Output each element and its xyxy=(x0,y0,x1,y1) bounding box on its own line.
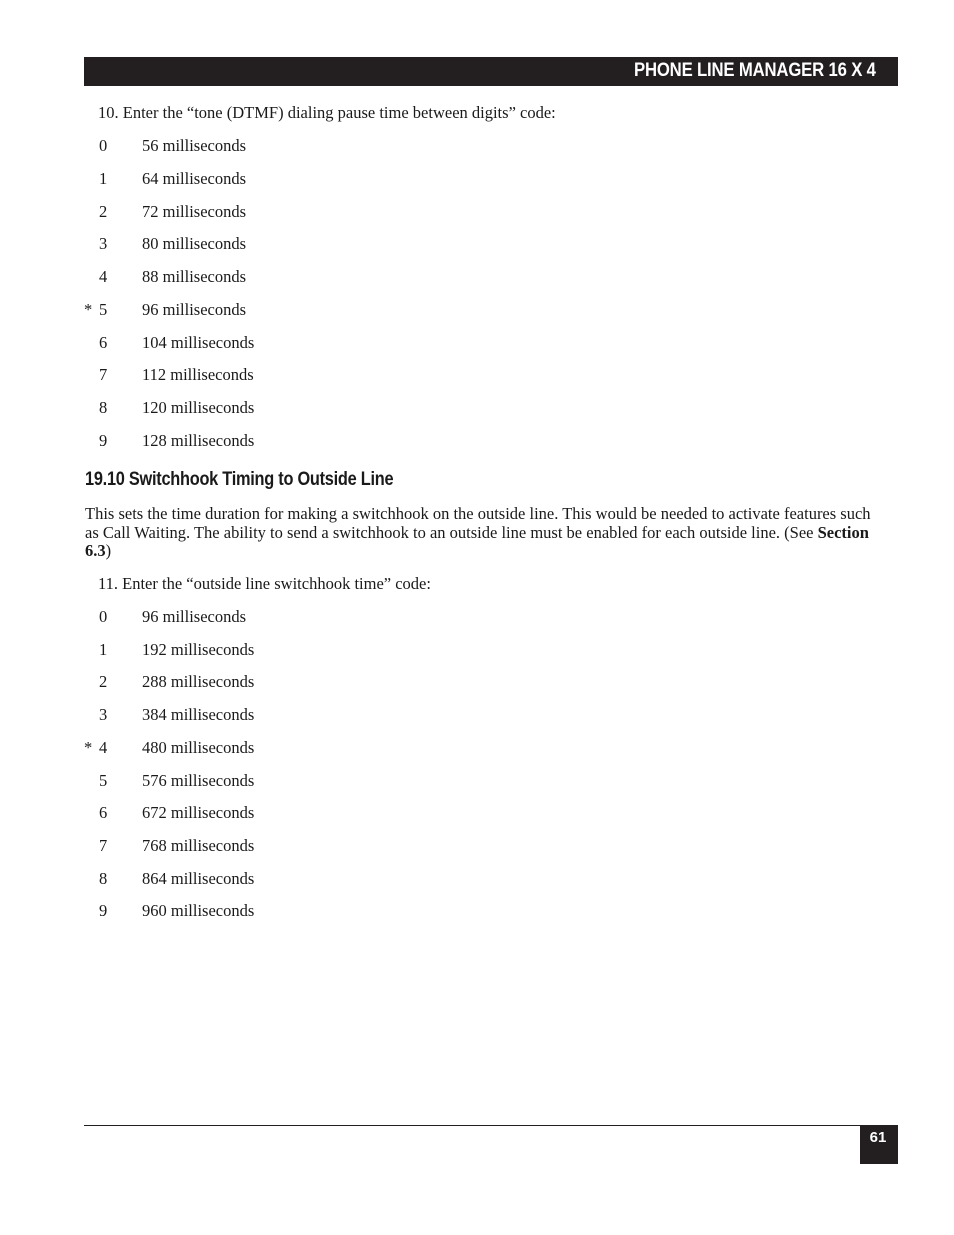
option-label: 192 milliseconds xyxy=(142,640,255,659)
option-label: 80 milliseconds xyxy=(142,234,247,253)
default-marker: * xyxy=(84,300,93,319)
option-label: 56 milliseconds xyxy=(142,136,247,155)
option-code: 7 xyxy=(99,836,108,855)
option-code: 8 xyxy=(99,869,108,888)
default-marker: * xyxy=(84,738,93,757)
option-code: 2 xyxy=(99,672,108,691)
option-code: 3 xyxy=(99,234,108,253)
section-heading: 19.10 Switchhook Timing to Outside Line xyxy=(85,469,394,490)
option-label: 120 milliseconds xyxy=(142,398,255,417)
option-label: 96 milliseconds xyxy=(142,607,247,626)
option-code: 4 xyxy=(99,738,108,757)
option-code: 3 xyxy=(99,705,108,724)
option-label: 112 milliseconds xyxy=(142,365,254,384)
option-code: 1 xyxy=(99,169,108,188)
option-label: 960 milliseconds xyxy=(142,901,255,920)
step-10-instruction: 10. Enter the “tone (DTMF) dialing pause time between digits” code: xyxy=(98,103,556,122)
option-label: 480 milliseconds xyxy=(142,738,255,757)
option-label: 576 milliseconds xyxy=(142,771,255,790)
paragraph-text-end: ) xyxy=(105,541,112,560)
option-code: 9 xyxy=(99,901,108,920)
page-number: 61 xyxy=(869,1129,887,1146)
option-code: 2 xyxy=(99,202,108,221)
option-code: 4 xyxy=(99,267,108,286)
footer-rule xyxy=(84,1125,898,1126)
section-paragraph xyxy=(85,505,885,561)
option-label: 672 milliseconds xyxy=(142,803,255,822)
header-bar xyxy=(84,57,898,86)
option-code: 9 xyxy=(99,431,108,450)
option-code: 6 xyxy=(99,333,108,352)
section-reference: Section 6.3 xyxy=(85,522,869,560)
option-label: 384 milliseconds xyxy=(142,705,255,724)
option-code: 1 xyxy=(99,640,108,659)
option-code: 5 xyxy=(99,300,108,319)
page-number-box xyxy=(860,1125,898,1164)
option-label: 288 milliseconds xyxy=(142,672,255,691)
option-code: 8 xyxy=(99,398,108,417)
option-code: 5 xyxy=(99,771,108,790)
option-label: 128 milliseconds xyxy=(142,431,255,450)
paragraph-text: This sets the time duration for making a switchhook on the outside line. This would be needed to activate features such as Call Waiting. The ability to send a switchhook to an outside line must be enabled for each outside line. (See xyxy=(85,504,871,542)
option-label: 96 milliseconds xyxy=(142,300,247,319)
option-label: 72 milliseconds xyxy=(142,202,247,221)
manual-title: PHONE LINE MANAGER 16 X 4 xyxy=(634,60,876,81)
option-code: 7 xyxy=(99,365,108,384)
option-code: 0 xyxy=(99,136,108,155)
option-label: 64 milliseconds xyxy=(142,169,247,188)
option-label: 88 milliseconds xyxy=(142,267,247,286)
option-label: 104 milliseconds xyxy=(142,333,255,352)
option-label: 768 milliseconds xyxy=(142,836,255,855)
option-label: 864 milliseconds xyxy=(142,869,255,888)
option-code: 6 xyxy=(99,803,108,822)
option-code: 0 xyxy=(99,607,108,626)
step-11-instruction: 11. Enter the “outside line switchhook time” code: xyxy=(98,574,431,593)
